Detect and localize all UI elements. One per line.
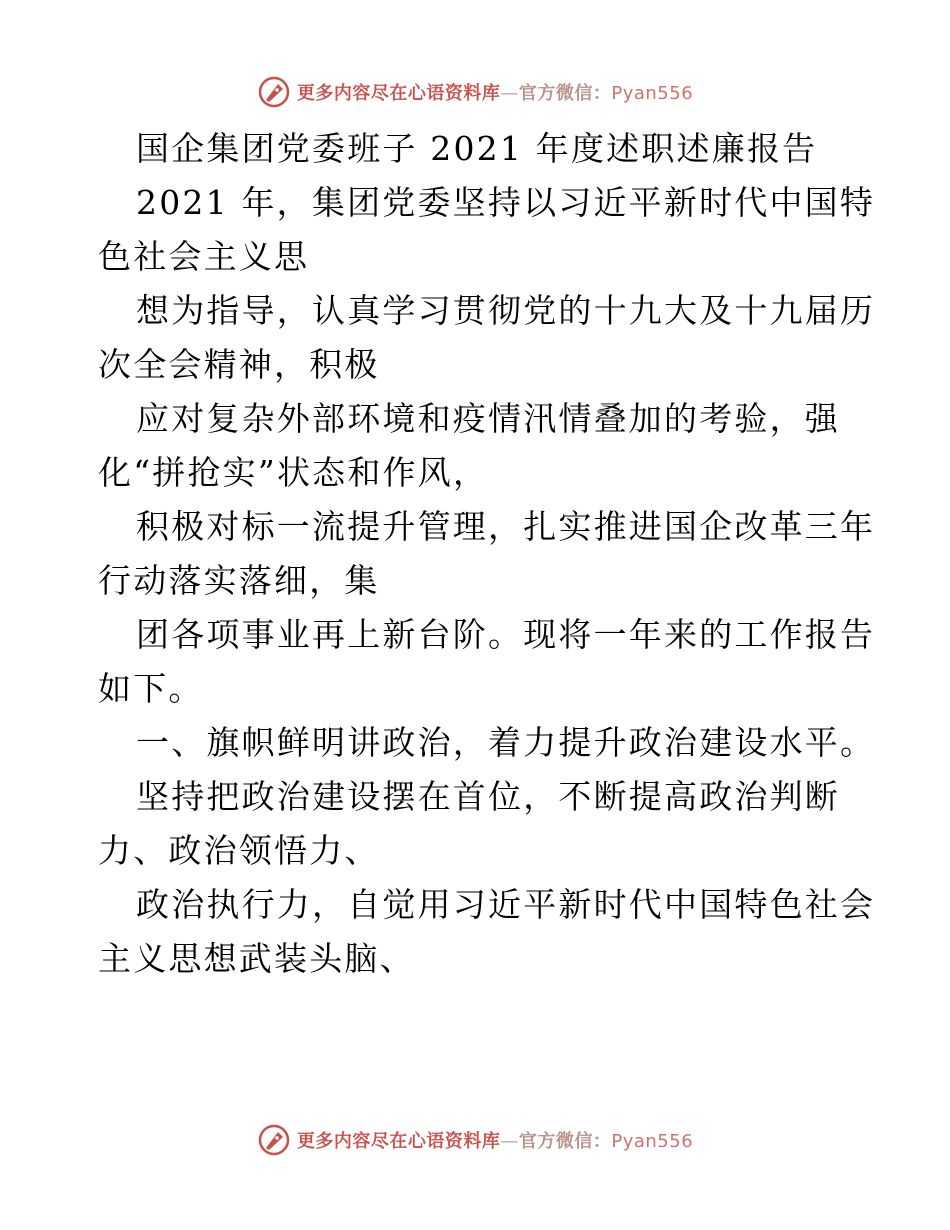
watermark-dash: — [500,83,519,104]
watermark-dash: — [500,1131,519,1152]
watermark-wechat-id: Pyan556 [611,1131,694,1152]
paragraph-line: 力、政治领悟力、 [98,831,380,870]
watermark-official-label: 官方微信： [518,83,612,104]
watermark-wechat-id: Pyan556 [611,83,694,104]
document-title: 国企集团党委班子 2021 年度述职述廉报告 [136,129,818,168]
paragraph-line: 主义思想武装头脑、 [98,939,415,978]
paragraph-line: 色社会主义思 [98,237,310,276]
watermark-text [297,79,693,105]
footer-watermark [0,1120,950,1160]
document-body [98,122,876,986]
paragraph-line: 次全会精神，积极 [98,345,380,384]
pen-nib-icon [257,1123,291,1157]
paragraph-line: 政治执行力，自觉用习近平新时代中国特色社会 [136,885,876,924]
watermark-brand: 更多内容尽在心语资料库 [296,83,501,104]
paragraph-line: 团各项事业再上新台阶。现将一年来的工作报告 [136,615,876,654]
paragraph-line: 坚持把政治建设摆在首位，不断提高政治判断 [136,777,840,816]
pen-nib-icon [257,75,291,109]
paragraph-line: 应对复杂外部环境和疫情汛情叠加的考验，强 [136,399,840,438]
paragraph-line: 积极对标一流提升管理，扎实推进国企改革三年 [136,507,876,546]
paragraph-line: 想为指导，认真学习贯彻党的十九大及十九届历 [136,291,876,330]
watermark-official-label: 官方微信： [518,1131,612,1152]
section-heading: 一、旗帜鲜明讲政治，着力提升政治建设水平。 [136,723,876,762]
watermark-text [297,1127,693,1153]
paragraph-line: 化“拼抢实”状态和作风， [98,453,489,492]
watermark-brand: 更多内容尽在心语资料库 [296,1131,501,1152]
paragraph-line: 如下。 [98,669,204,708]
paragraph-line: 2021 年，集团党委坚持以习近平新时代中国特 [136,183,876,222]
paragraph-line: 行动落实落细，集 [98,561,380,600]
header-watermark [0,72,950,112]
